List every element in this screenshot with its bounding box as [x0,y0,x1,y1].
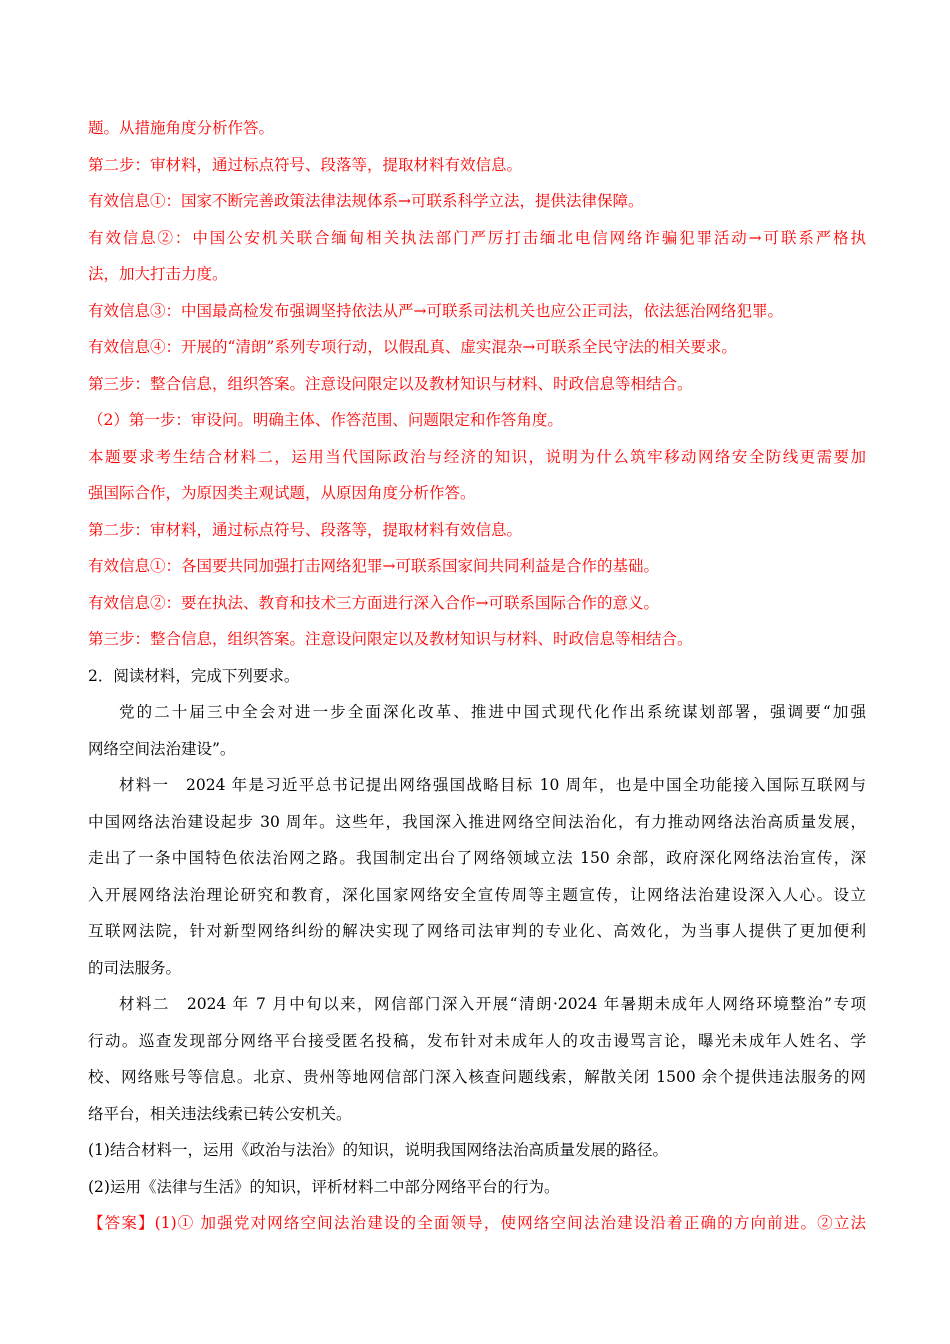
answer-tag: 【答案】 [88,1214,155,1232]
text-line: 强国际合作，为原因类主观试题，从原因角度分析作答。 [88,484,476,502]
text-line: 第二步：审材料，通过标点符号、段落等，提取材料有效信息。 [88,520,523,539]
text-line: 互联网法院，针对新型网络纠纷的解决实现了网络司法审判的专业化、高效化，为当事人提供了更加便利 [88,922,866,940]
text-line: 第三步：整合信息，组织答案。注意设问限定以及教材知识与材料、时政信息等相结合。 [88,630,693,648]
answer-line [88,1205,866,1242]
text-line: 有效信息④：开展的“清朗”系列专项行动，以假乱真、虚实混杂→可联系全民守法的相关要求。 [88,338,737,356]
text-line: 材料一 2024 年是习近平总书记提出网络强国战略目标 10 周年，也是中国全功能接入国际互联网与 [119,776,866,794]
text-line: 第二步：审材料，通过标点符号、段落等，提取材料有效信息。 [88,155,523,174]
text-line: 党的二十届三中全会对进一步全面深化改革、推进中国式现代化作出系统谋划部署，强调要“加强 [119,703,866,721]
text-line: 中国网络法治建设起步 30 周年。这些年，我国深入推进网络空间法治化，有力推动网络法治高质量发展， [88,812,866,831]
text-line: 校、网络账号等信息。北京、贵州等地网信部门深入核查问题线索，解散关闭 1500 余个提供违法服务的网 [88,1068,866,1086]
text-line: 有效信息②：中国公安机关联合缅甸相关执法部门严厉打击缅北电信网络诈骗犯罪活动→可联系严格执 [88,228,866,247]
text-line: 有效信息①：各国要共同加强打击网络犯罪→可联系国家间共同利益是合作的基础。 [88,557,659,575]
text-line: 本题要求考生结合材料二，运用当代国际政治与经济的知识，说明为什么筑牢移动网络安全防线更需要加 [88,447,866,466]
text-line: 的司法服务。 [88,958,182,977]
document-body [88,110,866,1205]
text-line: 入开展网络法治理论研究和教育，深化国家网络安全宣传周等主题宣传，让网络法治建设深入人心。设立 [88,885,866,904]
text-line: （2）第一步：审设问。明确主体、作答范围、问题限定和作答角度。 [88,411,563,429]
answer-text: (1)① 加强党对网络空间法治建设的全面领导，使网络空间法治建设沿着正确的方向前进。②立法 [154,1214,866,1232]
document-page [88,110,866,1242]
text-line: 法，加大打击力度。 [88,265,228,283]
text-line: 有效信息②：要在执法、教育和技术三方面进行深入合作→可联系国际合作的意义。 [88,593,659,612]
text-line: 有效信息③：中国最高检发布强调坚持依法从严→可联系司法机关也应公正司法，依法惩治网络犯罪。 [88,301,783,320]
text-line: 有效信息①：国家不断完善政策法律法规体系→可联系科学立法，提供法律保障。 [88,192,644,210]
text-line: (1)结合材料一，运用《政治与法治》的知识，说明我国网络法治高质量发展的路径。 [88,1141,668,1159]
text-line: 2．阅读材料，完成下列要求。 [88,666,300,685]
text-line: 第三步：整合信息，组织答案。注意设问限定以及教材知识与材料、时政信息等相结合。 [88,374,693,393]
text-line: 网络空间法治建设”。 [88,739,236,758]
text-line: 材料二 2024 年 7 月中旬以来，网信部门深入开展“清朗·2024 年暑期未成年人网络环境整治”专项 [119,995,866,1013]
text-line: 题。从措施角度分析作答。 [88,119,275,137]
text-line: 络平台，相关违法线索已转公安机关。 [88,1104,352,1123]
text-line: (2)运用《法律与生活》的知识，评析材料二中部分网络平台的行为。 [88,1177,560,1196]
text-line: 行动。巡查发现部分网络平台接受匿名投稿，发布针对未成年人的攻击谩骂言论，曝光未成年人姓名、学 [88,1031,866,1050]
text-line: 走出了一条中国特色依法治网之路。我国制定出台了网络领域立法 150 余部，政府深化网络法治宣传，深 [88,849,866,867]
